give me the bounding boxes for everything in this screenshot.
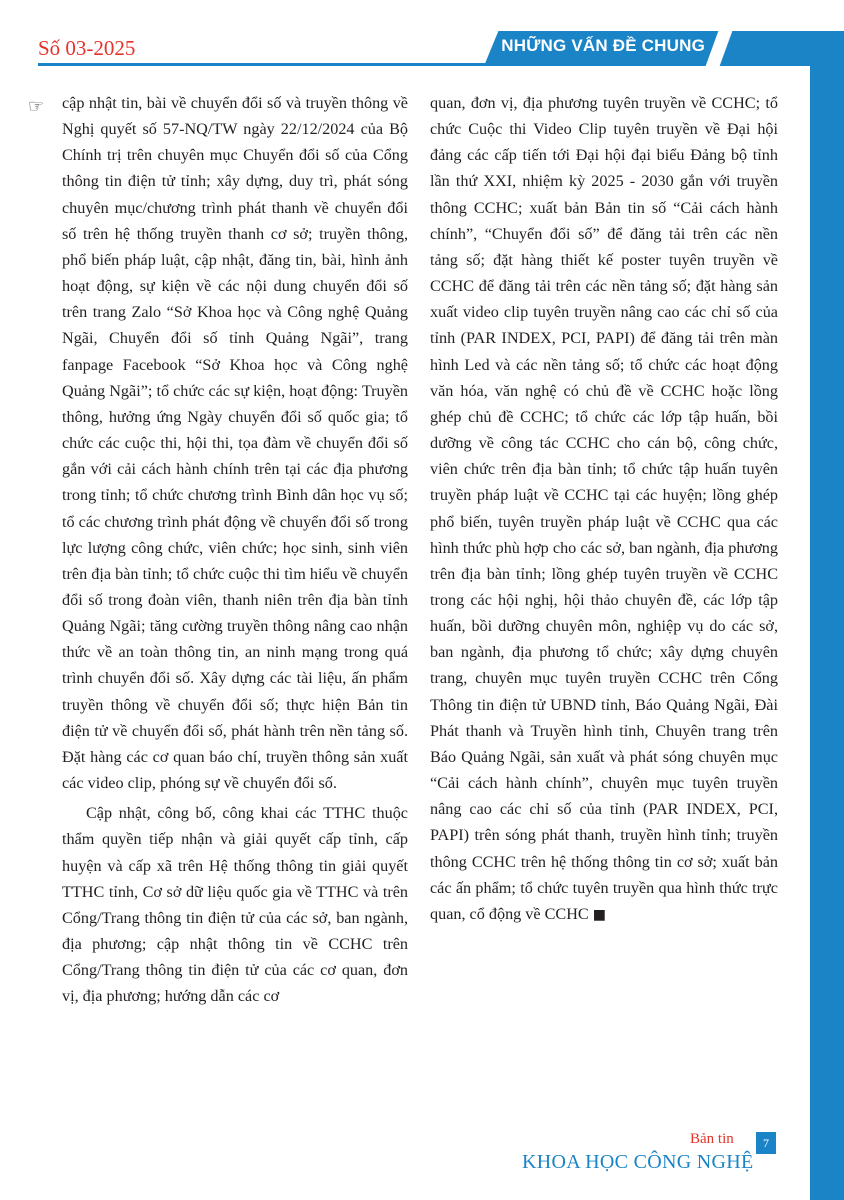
right-column	[430, 90, 778, 928]
left-column	[62, 90, 408, 1009]
left-paragraph-1: cập nhật tin, bài về chuyển đổi số và truyền thông về Nghị quyết số 57-NQ/TW ngày 22/12/2024 của Bộ Chính trị trên chuyên mục Chuyển đổi số của Cổng thông tin điện tử tỉnh; xây dựng, duy trì, phát sóng chuyên mục/chương trình phát thanh về chuyển đổi số trên hệ thống truyền thanh cơ sở; truyền thông, phổ biến pháp luật, cập nhật, đăng tin, bài, hình ảnh hoạt động, sự kiện về các nội dung chuyển đổi số trên trang Zalo “Sở Khoa học và Công nghệ Quảng Ngãi, Chuyển đổi số tỉnh Quảng Ngãi”, trang fanpage Facebook “Sở Khoa học và Công nghệ Quảng Ngãi”; tổ chức các sự kiện, hoạt động: Truyền thông, hưởng ứng Ngày chuyển đổi số quốc gia; tổ chức các cuộc thi, hội thi, tọa đàm về chuyển đổi số gắn với cải cách hành chính trên tại các địa phương trong tỉnh; tổ chức chương trình Bình dân học vụ số; tổ các chương trình phát động về chuyển đổi số trong lực lượng công chức, viên chức; học sinh, sinh viên trên địa bàn tỉnh; tổ chức cuộc thi tìm hiểu về chuyển đổi số trong đoàn viên, thanh niên trên địa bàn tỉnh Quảng Ngãi; tăng cường truyền thông nâng cao nhận thức về an toàn thông tin, an ninh mạng trong quá trình chuyển đổi số. Xây dựng các tài liệu, ấn phẩm truyền thông về chuyển đổi số; thực hiện Bản tin điện tử về chuyển đổi số, phát hành trên nền tảng số. Đặt hàng các cơ quan báo chí, truyền thông sản xuất các video clip, phóng sự về chuyển đổi số.	[62, 94, 408, 793]
page-number: 7	[756, 1132, 776, 1154]
issue-number: Số 03-2025	[38, 36, 136, 60]
section-title: NHỮNG VẤN ĐỀ CHUNG	[501, 36, 705, 55]
footer-label-big: KHOA HỌC CÔNG NGHỆ	[522, 1151, 754, 1173]
right-paragraph-1	[430, 90, 778, 928]
side-bar	[810, 65, 844, 1200]
footer-label-small: Bản tin	[690, 1131, 734, 1147]
end-mark: ■	[592, 906, 606, 923]
left-paragraph-2: Cập nhật, công bố, công khai các TTHC thuộc thẩm quyền tiếp nhận và giải quyết cấp tỉnh, cấp huyện và cấp xã trên Hệ thống thông tin giải quyết TTHC tỉnh, Cơ sở dữ liệu quốc gia về TTHC và trên Cổng/Trang thông tin điện tử của các sở, ban ngành, địa phương; cập nhật thông tin về CCHC trên Cổng/Trang thông tin điện tử của các cơ quan, đơn vị, địa phương; hướng dẫn các cơ	[62, 804, 408, 1006]
header-rule	[38, 63, 558, 66]
pointing-hand-icon: ☞	[28, 96, 45, 117]
right-paragraph-text: quan, đơn vị, địa phương tuyên truyền về CCHC; tổ chức Cuộc thi Video Clip tuyên truyền về Đại hội đảng các cấp tiến tới Đại hội đại biểu Đảng bộ tỉnh lần thứ XXI, nhiệm kỳ 2025 - 2030 gắn với truyền thông CCHC; xuất bản Bản tin số “Cải cách hành chính”, “Chuyển đổi số” để đăng tải trên các nền tảng số; đặt hàng thiết kế poster tuyên truyền về CCHC để đăng tải trên các nền tảng số; đặt hàng sản xuất video clip tuyên truyền nâng cao các chỉ số của tỉnh (PAR INDEX, PCI, PAPI) để đăng tải trên màn hình Led và các nền tảng số; tổ chức các hoạt động văn hóa, văn nghệ có chủ đề về CCHC hoặc lồng ghép chủ đề CCHC; tổ chức các lớp tập huấn, bồi dưỡng về công tác CCHC cho cán bộ, công chức, viên chức trên địa bàn tỉnh; tổ chức tập huấn tuyên truyền pháp luật về CCHC tại các huyện; lồng ghép phổ biến, tuyên truyền pháp luật về CCHC qua các hình thức phù hợp cho các sở, ban ngành, địa phương trên địa bàn tỉnh; lồng ghép tuyên truyền về CCHC trong các hội nghị, hội thảo chuyên đề, các lớp tập huấn, bồi dưỡng chuyên môn, nghiệp vụ do các sở, ban ngành, địa phương tổ chức; xây dựng chuyên trang, chuyên mục tuyên truyền CCHC trên Cổng Thông tin điện tử UBND tỉnh, Báo Quảng Ngãi, Đài Phát thanh và Truyền hình tỉnh, Chuyên trang trên Báo Quảng Ngãi, sản xuất và phát sóng chuyên mục “Cải cách hành chính”, chuyên mục tuyên truyền nâng cao các chỉ số của tỉnh (PAR INDEX, PCI, PAPI) trên sóng phát thanh, truyền hình tỉnh; truyền thông CCHC trên hệ thống thông tin cơ sở; xuất bản các ấn phẩm; tổ chức tuyên truyền qua hình thức trực quan, cổ động về CCHC	[430, 94, 778, 923]
